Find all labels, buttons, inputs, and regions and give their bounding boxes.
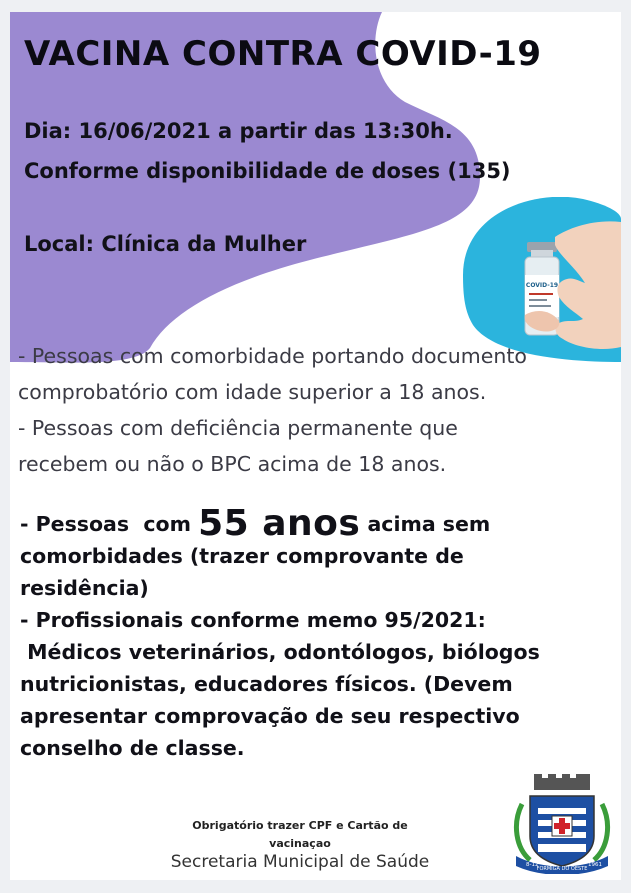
poster-card <box>10 12 621 880</box>
professionals-line-2: Médicos veterinários, odontólogos, biólogos <box>20 640 540 664</box>
professionals-line-3: nutricionistas, educadores físicos. (Devem <box>20 672 513 696</box>
comorbidity-line-2: comprobatório com idade superior a 18 anos. <box>18 380 487 404</box>
professionals-line-1: - Profissionais conforme memo 95/2021: <box>20 608 486 632</box>
disability-line-2: recebem ou não o BPC acima de 18 anos. <box>18 452 447 476</box>
vial-label: COVID-19 <box>525 282 559 289</box>
age-highlight: 55 anos <box>198 503 361 544</box>
page-title: VACINA CONTRA COVID-19 <box>24 34 542 74</box>
age-group <box>20 503 540 764</box>
comorbidity-line-1: - Pessoas com comorbidade portando documento <box>18 344 527 368</box>
date-line: Dia: 16/06/2021 a partir das 13:30h. <box>24 119 453 143</box>
crest-ribbon-right: 1961 <box>588 862 602 868</box>
crest-ribbon-left: 8-12 <box>526 862 539 868</box>
doses-line: Conforme disponibilidade de doses (135) <box>24 159 511 183</box>
required-note-line-2: vacinaçao <box>269 837 331 850</box>
professionals-line-4: apresentar comprovação de seu respectivo <box>20 704 520 728</box>
disability-line-1: - Pessoas com deficiência permanente que <box>18 416 458 440</box>
municipal-crest-icon <box>512 774 612 874</box>
footer-department: Secretaria Municipal de Saúde <box>170 852 430 872</box>
crest-ribbon-center: FORMIGA DO OESTE <box>536 866 588 872</box>
comorbidity-group <box>18 338 527 482</box>
age-line-2: comorbidades (trazer comprovante de <box>20 544 464 568</box>
age-prefix: - Pessoas com <box>20 512 199 536</box>
required-documents-note <box>160 817 440 853</box>
age-suffix: acima sem <box>360 512 491 536</box>
location-line: Local: Clínica da Mulher <box>24 232 307 256</box>
age-line-3: residência) <box>20 576 149 600</box>
age-line-1 <box>20 503 540 544</box>
required-note-line-1: Obrigatório trazer CPF e Cartão de <box>192 819 408 832</box>
professionals-line-5: conselho de classe. <box>20 736 245 760</box>
